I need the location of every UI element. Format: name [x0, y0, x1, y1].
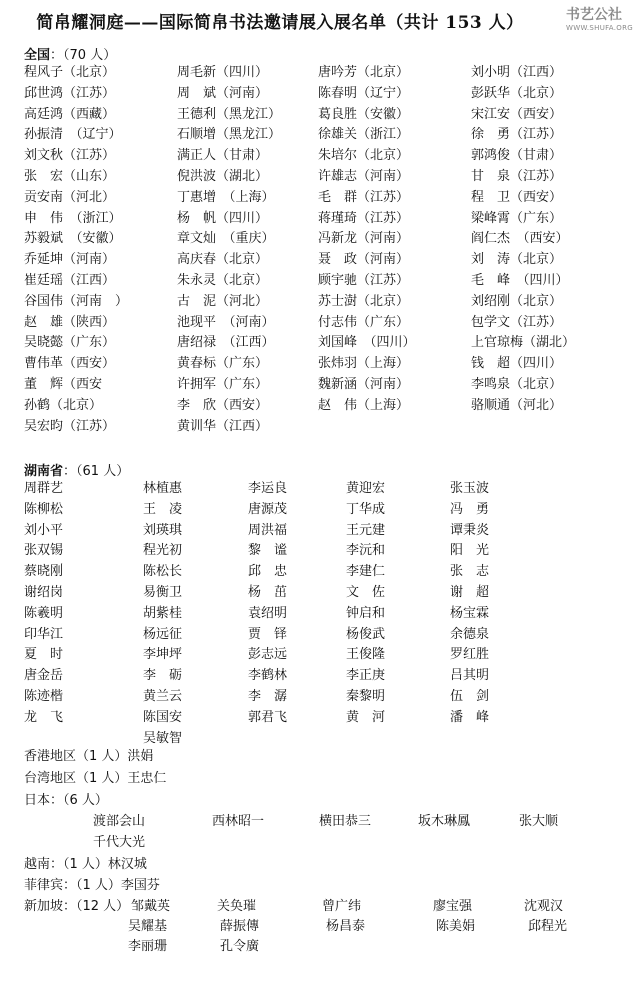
person-entry: 程风子（北京）: [24, 65, 116, 80]
person-entry: 刘国峰 （四川）: [318, 335, 416, 350]
japan-name: 渡部会山: [93, 814, 146, 829]
national-count: ：（70 人）: [50, 48, 117, 63]
person-entry: 刘小平: [24, 523, 64, 538]
japan-name: 千代大光: [93, 835, 146, 850]
singapore-name: 邹戴英: [131, 899, 171, 914]
person-entry: 王元建: [346, 523, 386, 538]
person-entry: 李沅和: [346, 543, 386, 558]
document-title: 简帛耀洞庭——国际简帛书法邀请展入展名单（共计 153 人）: [36, 13, 524, 33]
person-entry: 许拥军（广东）: [177, 377, 269, 392]
person-entry: 聂 政（河南）: [318, 252, 410, 267]
person-entry: 杨远征: [143, 627, 183, 642]
vietnam-names: 林汉城: [107, 857, 147, 872]
hunan-count: ：（61 人）: [63, 464, 130, 479]
person-entry: 古 泥（河北）: [177, 294, 269, 309]
person-entry: 李正庚: [346, 668, 386, 683]
watermark-logo: [566, 6, 636, 40]
person-entry: 张 志: [450, 564, 490, 579]
person-entry: 朱永灵（北京）: [177, 273, 269, 288]
person-entry: 王俊隆: [346, 647, 386, 662]
person-entry: 张双锡: [24, 543, 64, 558]
person-entry: 胡紫桂: [143, 606, 183, 621]
person-entry: 袁绍明: [248, 606, 288, 621]
singapore-name: 孔令廣: [220, 939, 260, 954]
person-entry: 刘文秋（江苏）: [24, 148, 116, 163]
person-entry: 贾 铎: [248, 627, 288, 642]
person-entry: 黄 河: [346, 710, 386, 725]
person-entry: 谷国伟（河南 ）: [24, 294, 129, 309]
person-entry: 章文灿 （重庆）: [177, 231, 275, 246]
person-entry: 贡安南（河北）: [24, 190, 116, 205]
philippines-names: 李国芬: [120, 878, 160, 893]
person-entry: 伍 剑: [450, 689, 490, 704]
singapore-name: 杨昌泰: [326, 919, 366, 934]
philippines-line: [24, 876, 160, 896]
person-entry: 石顺增（黑龙江）: [177, 127, 282, 142]
person-entry: 王 凌: [143, 502, 183, 517]
person-entry: 曹伟革（西安）: [24, 356, 116, 371]
person-entry: 池现平 （河南）: [177, 315, 275, 330]
person-entry: 印华江: [24, 627, 64, 642]
person-entry: 邱世鸿（江苏）: [24, 86, 116, 101]
japan-name: 横田恭三: [319, 814, 372, 829]
person-entry: 陈柳松: [24, 502, 64, 517]
person-entry: 甘 泉（江苏）: [471, 169, 563, 184]
person-entry: 孙振清 （辽宁）: [24, 127, 122, 142]
person-entry: 赵 雄（陕西）: [24, 315, 116, 330]
japan-name: 坂木琳鳳: [418, 814, 471, 829]
person-entry: 陈松长: [143, 564, 183, 579]
person-entry: 梁峰霄（广东）: [471, 211, 563, 226]
singapore-name: 沈观汉: [524, 899, 564, 914]
taiwan-names: （1 人）王忠仁: [76, 771, 167, 786]
person-entry: 崔廷瑶（江西）: [24, 273, 116, 288]
japan-label: 日本：（6 人）: [24, 793, 108, 808]
person-entry: 彭跃华（北京）: [471, 86, 563, 101]
person-entry: 陈春明（辽宁）: [318, 86, 410, 101]
person-entry: 毛 群（江苏）: [318, 190, 410, 205]
person-entry: 张炜羽（上海）: [318, 356, 410, 371]
person-entry: 申 伟 （浙江）: [24, 211, 122, 226]
hunan-label: 湖南省: [24, 464, 64, 479]
taiwan-label: 台湾地区: [24, 771, 77, 786]
person-entry: 苏毅斌 （安徽）: [24, 231, 122, 246]
person-entry: 阎仁杰 （西安）: [471, 231, 569, 246]
hongkong-line: [24, 747, 153, 767]
person-entry: 孙鹤（北京）: [24, 398, 103, 413]
person-entry: 周洪福: [248, 523, 288, 538]
person-entry: 刘 涛（北京）: [471, 252, 563, 267]
person-entry: 董 辉（西安: [24, 377, 103, 392]
person-entry: 唐源茂: [248, 502, 288, 517]
person-entry: 刘绍刚（北京）: [471, 294, 563, 309]
person-entry: 潘 峰: [450, 710, 490, 725]
person-entry: 李鸣泉（北京）: [471, 377, 563, 392]
singapore-label: 新加坡：（12 人）: [24, 899, 130, 914]
person-entry: 倪洪波（湖北）: [177, 169, 269, 184]
singapore-name: 陈美娟: [436, 919, 476, 934]
person-entry: 唐绍禄 （江西）: [177, 335, 275, 350]
person-entry: 徐 勇（江苏）: [471, 127, 563, 142]
person-entry: 宋江安（西安）: [471, 107, 563, 122]
person-entry: 郭君飞: [248, 710, 288, 725]
person-entry: 张玉波: [450, 481, 490, 496]
person-entry: 周群艺: [24, 481, 64, 496]
vietnam-label: 越南：（1 人）: [24, 857, 108, 872]
person-entry: 谭秉炎: [450, 523, 490, 538]
person-entry: 赵 伟（上海）: [318, 398, 410, 413]
person-entry: 乔延坤（河南）: [24, 252, 116, 267]
person-entry: 杨 帆（四川）: [177, 211, 269, 226]
singapore-name: 李丽珊: [128, 939, 168, 954]
person-entry: 周毛新（四川）: [177, 65, 269, 80]
person-entry: 刘小明（江西）: [471, 65, 563, 80]
person-entry: 高庆春（北京）: [177, 252, 269, 267]
singapore-name: 吴耀基: [128, 919, 168, 934]
person-entry: 李运良: [248, 481, 288, 496]
singapore-name: 邱程光: [528, 919, 568, 934]
person-entry: 冯新龙（河南）: [318, 231, 410, 246]
logo-url: WWW.SHUFA.ORG: [566, 24, 633, 32]
person-entry: 刘瑛琪: [143, 523, 183, 538]
person-entry: 易衡卫: [143, 585, 183, 600]
person-entry: 彭志远: [248, 647, 288, 662]
japan-name: 西林昭一: [212, 814, 265, 829]
person-entry: 吴晓懿（广东）: [24, 335, 116, 350]
person-entry: 朱培尔（北京）: [318, 148, 410, 163]
singapore-name: 薛振傳: [220, 919, 260, 934]
hunan-section-label: [24, 460, 129, 479]
person-entry: 陈羲明: [24, 606, 64, 621]
person-entry: 李 欣（西安）: [177, 398, 269, 413]
person-entry: 许雄志（河南）: [318, 169, 410, 184]
person-entry: 包学文（江苏）: [471, 315, 563, 330]
person-entry: 唐吟芳（北京）: [318, 65, 410, 80]
person-entry: 顾宇驰（江苏）: [318, 273, 410, 288]
vietnam-line: [24, 855, 147, 875]
person-entry: 李坤坪: [143, 647, 183, 662]
person-entry: 徐雄关（浙江）: [318, 127, 410, 142]
person-entry: 谢绍岗: [24, 585, 64, 600]
person-entry: 吕其明: [450, 668, 490, 683]
person-entry: 秦黎明: [346, 689, 386, 704]
person-entry: 程光初: [143, 543, 183, 558]
person-entry: 龙 飞: [24, 710, 64, 725]
person-entry: 付志伟（广东）: [318, 315, 410, 330]
person-entry: 蔡晓刚: [24, 564, 64, 579]
person-entry: 邱 忠: [248, 564, 288, 579]
person-entry: 夏 时: [24, 647, 64, 662]
person-entry: 高廷鸿（西藏）: [24, 107, 116, 122]
singapore-name: 廖宝强: [433, 899, 473, 914]
person-entry: 葛良胜（安徽）: [318, 107, 410, 122]
hongkong-label: 香港地区: [24, 749, 77, 764]
person-entry: 上官琼梅（湖北）: [471, 335, 576, 350]
person-entry: 杨 茁: [248, 585, 288, 600]
person-entry: 冯 勇: [450, 502, 490, 517]
person-entry: 钱 超（四川）: [471, 356, 563, 371]
national-label: 全国: [24, 48, 51, 63]
hongkong-names: （1 人）洪娟: [76, 749, 154, 764]
singapore-name: 曾广纬: [322, 899, 362, 914]
person-entry: 陈迹楷: [24, 689, 64, 704]
person-entry: 唐金岳: [24, 668, 64, 683]
person-entry: 丁华成: [346, 502, 386, 517]
person-entry: 余德泉: [450, 627, 490, 642]
person-entry: 李 砺: [143, 668, 183, 683]
person-entry: 满正人（甘肃）: [177, 148, 269, 163]
person-entry: 谢 超: [450, 585, 490, 600]
person-entry: 黄训华（江西）: [177, 419, 269, 434]
philippines-label: 菲律宾：（1 人）: [24, 878, 121, 893]
person-entry: 黄春标（广东）: [177, 356, 269, 371]
person-entry: 罗红胜: [450, 647, 490, 662]
person-entry: 李建仁: [346, 564, 386, 579]
person-entry: 郭鸿俊（甘肃）: [471, 148, 563, 163]
person-entry: 杨宝霖: [450, 606, 490, 621]
person-entry: 丁惠增 （上海）: [177, 190, 275, 205]
person-entry: 周 斌（河南）: [177, 86, 269, 101]
japan-name: 张大顺: [519, 814, 559, 829]
person-entry: 钟启和: [346, 606, 386, 621]
taiwan-line: [24, 769, 166, 789]
person-entry: 杨俊武: [346, 627, 386, 642]
person-entry: 蒋瑾琦（江苏）: [318, 211, 410, 226]
person-entry: 程 卫（西安）: [471, 190, 563, 205]
person-entry: 苏士澍（北京）: [318, 294, 410, 309]
person-entry: 阳 光: [450, 543, 490, 558]
person-entry: 陈国安: [143, 710, 183, 725]
person-entry: 毛 峰 （四川）: [471, 273, 569, 288]
person-entry: 李 潺: [248, 689, 288, 704]
person-entry: 张 宏（山东）: [24, 169, 116, 184]
person-entry: 吴宏昀（江苏）: [24, 419, 116, 434]
person-entry: 王德利（黑龙江）: [177, 107, 282, 122]
person-entry: 文 佐: [346, 585, 386, 600]
person-entry: 魏新涵（河南）: [318, 377, 410, 392]
national-section-label: [24, 44, 116, 63]
person-entry: 黎 谧: [248, 543, 288, 558]
singapore-name: 关奂璀: [217, 899, 257, 914]
person-entry: 林植惠: [143, 481, 183, 496]
person-entry: 黄迎宏: [346, 481, 386, 496]
person-entry: 黄兰云: [143, 689, 183, 704]
logo-text: 书艺公社: [566, 7, 622, 23]
person-entry: 骆顺通（河北）: [471, 398, 563, 413]
person-entry: 吴敏智: [143, 731, 183, 746]
person-entry: 李鹤林: [248, 668, 288, 683]
